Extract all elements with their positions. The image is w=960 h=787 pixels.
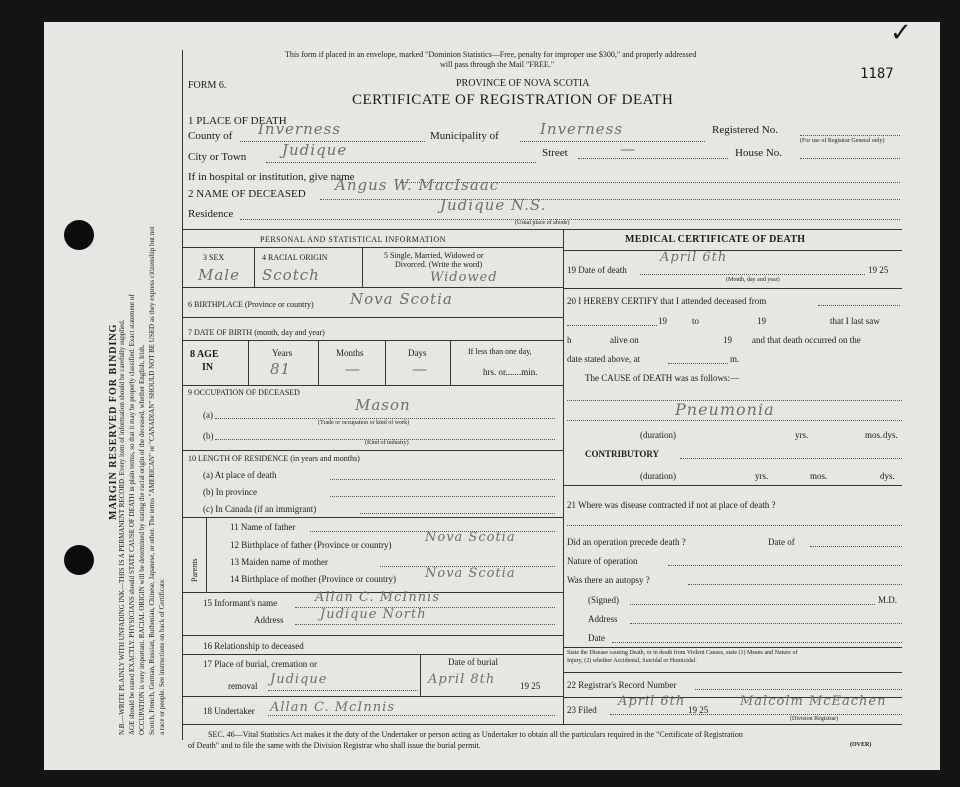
row-line <box>563 250 902 251</box>
burial-date-label: Date of burial <box>448 657 498 667</box>
street-label: Street <box>542 147 568 159</box>
duration-mos: mos. <box>810 471 828 481</box>
certify-to: to <box>692 316 700 326</box>
certify-field-line <box>567 325 657 326</box>
cause-value: Pneumonia <box>675 400 775 419</box>
margin-note-line: a race or people. See instructions on back of Certificate. <box>158 578 166 735</box>
residence-b-line <box>330 496 555 497</box>
municipality-label: Municipality of <box>430 130 499 142</box>
father-birthplace-label: 12 Birthplace of father (Province or country) <box>230 540 392 550</box>
less-than-day-label: If less than one day, <box>468 347 532 356</box>
section-border <box>182 229 902 230</box>
days-label: Days <box>408 348 427 358</box>
informant-address-line <box>295 624 555 625</box>
certify-field-line <box>818 305 900 306</box>
registered-label: Registered No. <box>712 124 778 136</box>
name-value: Angus W. MacIsaac <box>335 176 500 194</box>
hrs-label: hrs. or.......min. <box>483 367 538 377</box>
municipality-value: Inverness <box>540 120 624 138</box>
cell-line <box>420 654 421 696</box>
duration-label: (duration) <box>640 430 676 440</box>
cell-line <box>385 340 386 385</box>
medical-heading: MEDICAL CERTIFICATE OF DEATH <box>625 234 806 245</box>
cell-line <box>248 340 249 385</box>
filed-label: 23 Filed <box>567 705 597 715</box>
death-date-note: (Month, day and year) <box>726 277 780 283</box>
registered-field-line <box>800 135 900 136</box>
registrar-signature: Malcolm McEachen <box>740 694 887 709</box>
row-line <box>182 654 563 655</box>
relationship-label: 16 Relationship to deceased <box>203 641 304 651</box>
division-note: (Division Registrar) <box>790 716 839 722</box>
house-label: House No. <box>735 147 783 159</box>
racial-value: Scotch <box>262 266 320 284</box>
burial-label: 17 Place of burial, cremation or <box>203 659 317 669</box>
death-date-line <box>640 274 865 275</box>
hospital-label: If in hospital or institution, give name <box>188 171 355 183</box>
registrar-record-label: 22 Registrar's Record Number <box>567 680 677 690</box>
page-title: CERTIFICATE OF REGISTRATION OF DEATH <box>352 92 674 108</box>
md-label: M.D. <box>878 595 898 605</box>
row-line <box>182 635 563 636</box>
certify-date-stated: date stated above, at <box>567 354 640 364</box>
mother-birthplace-value: Nova Scotia <box>425 566 516 581</box>
row-line <box>182 247 563 248</box>
death-date-label: 19 Date of death <box>567 265 627 275</box>
occupation-a-value: Mason <box>355 396 411 414</box>
certify-line: 20 I HEREBY CERTIFY that I attended deceased from <box>567 296 767 306</box>
registered-note: (For use of Registrar General only) <box>800 138 885 144</box>
signed-label: (Signed) <box>588 595 619 605</box>
row-line <box>563 288 902 289</box>
residence-c-line <box>360 513 555 514</box>
months-label: Months <box>336 348 364 358</box>
birthplace-value: Nova Scotia <box>350 290 453 308</box>
row-line <box>563 647 902 648</box>
contributory-label: CONTRIBUTORY <box>585 449 660 459</box>
row-line <box>182 287 563 288</box>
row-line <box>563 672 902 673</box>
form-label: FORM 6. <box>188 80 227 91</box>
street-value: — <box>620 140 636 158</box>
undertaker-label: 18 Undertaker <box>203 706 255 716</box>
name-field-line <box>320 199 900 200</box>
row-line <box>182 340 563 341</box>
filed-year: 19 25 <box>688 705 709 715</box>
informant-label: 15 Informant's name <box>203 598 278 608</box>
row-line <box>182 696 563 697</box>
residence-a: (a) At place of death <box>203 470 277 480</box>
footer-text: SEC. 46—Vital Statistics Act makes it the duty of the Undertaker or person acting as Undertaker to obtain all the particulars required in the "Certificate of Registration <box>208 730 743 739</box>
certify-last-saw: that I last saw <box>830 316 880 326</box>
residence-value: Judique N.S. <box>440 196 547 214</box>
burial-date-value: April 8th <box>428 672 496 687</box>
contracted-line <box>567 525 902 526</box>
row-line <box>182 317 563 318</box>
age-label: 8 AGE <box>190 349 219 360</box>
burial-year: 19 25 <box>520 681 541 691</box>
province: PROVINCE OF NOVA SCOTIA <box>456 78 590 89</box>
occupation-b-note: (Kind of industry) <box>365 440 409 446</box>
mother-birthplace-label: 14 Birthplace of mother (Province or country) <box>230 574 396 584</box>
informant-value: Allan C. McInnis <box>315 590 441 605</box>
sex-label: 3 SEX <box>203 253 225 262</box>
margin-note-line: OCCUPATION is very important. RACIAL ORIGIN will be determined by stating the racial origin of the deceased, whether English, Irish, <box>138 344 146 735</box>
certify-alive: alive on <box>610 335 639 345</box>
operation-date-line <box>810 546 902 547</box>
residence-field-line <box>240 219 900 220</box>
med-date-line <box>612 642 902 643</box>
cause-line <box>567 420 902 421</box>
cell-line <box>318 340 319 385</box>
residence-label: Residence <box>188 208 234 220</box>
age-in-label: IN <box>202 362 214 373</box>
section-border <box>182 724 902 725</box>
violent-note: Injury, (2) whether Accidental, Suicidal or Homicidal. <box>567 658 697 664</box>
occupation-label: 9 OCCUPATION OF DECEASED <box>188 388 300 397</box>
death-date-value: April 6th <box>660 250 728 265</box>
registrar-record-line <box>695 689 902 690</box>
marital-label: Divorced. (Write the word) <box>395 260 483 269</box>
street-field-line <box>578 158 728 159</box>
city-field-line <box>266 162 536 163</box>
top-notice: This form if placed in an envelope, marked "Dominion Statistics—Free, penalty for improper use $300," and properly addressed <box>285 50 697 59</box>
residence-a-line <box>330 479 555 480</box>
check-mark: ✓ <box>890 18 912 48</box>
burial-label: removal <box>228 681 258 691</box>
row-line <box>182 385 563 386</box>
county-value: Inverness <box>258 120 342 138</box>
duration-yrs: yrs. <box>795 430 809 440</box>
nature-line <box>668 565 902 566</box>
autopsy-line <box>688 584 902 585</box>
autopsy-label: Was there an autopsy ? <box>567 575 650 585</box>
name-label: 2 NAME OF DECEASED <box>188 188 306 200</box>
residence-note: (Usual place of abode) <box>515 220 570 226</box>
footer-over: (OVER) <box>850 742 872 748</box>
burial-place-line <box>268 690 418 691</box>
contributory-line <box>680 458 902 459</box>
certify-year: 19 <box>658 316 667 326</box>
row-line <box>182 517 563 518</box>
column-divider <box>563 229 564 724</box>
margin-binding-label: MARGIN RESERVED FOR BINDING <box>108 323 119 520</box>
certify-field-line <box>668 363 728 364</box>
cell-line <box>206 517 207 592</box>
sex-value: Male <box>198 266 240 284</box>
row-line <box>182 450 563 451</box>
duration-yrs: yrs. <box>755 471 769 481</box>
top-notice: will pass through the Mail "FREE." <box>440 60 555 69</box>
operation-date-label: Date of <box>768 537 795 547</box>
duration-dys: dys. <box>880 471 895 481</box>
cell-line <box>450 340 451 385</box>
operation-label: Did an operation precede death ? <box>567 537 686 547</box>
med-address-label: Address <box>588 614 618 624</box>
father-name-label: 11 Name of father <box>230 522 296 532</box>
med-date-label: Date <box>588 633 605 643</box>
occupation-b: (b) <box>203 431 214 441</box>
undertaker-line <box>268 715 555 716</box>
frame-line <box>182 50 183 740</box>
residence-length-label: 10 LENGTH OF RESIDENCE (in years and months) <box>188 454 360 463</box>
duration-dys: dys. <box>883 430 898 440</box>
burial-place-value: Judique <box>270 672 328 687</box>
certify-occurred: and that death occurred on the <box>752 335 861 345</box>
med-address-line <box>630 623 902 624</box>
margin-note-line: N.B.—WRITE PLAINLY WITH UNFADING INK—THIS IS A PERMANENT RECORD. Every item of information should be carefully supplied. <box>118 319 126 735</box>
certify-m: m. <box>730 354 740 364</box>
margin-note-line: AGE should be stated EXACTLY. PHYSICIANS should STATE CAUSE OF DEATH in plain terms, so that it may be properly classified. Exact statement of <box>128 294 136 735</box>
undertaker-value: Allan C. McInnis <box>270 700 396 715</box>
occupation-a-line <box>215 418 555 419</box>
margin-note-line: Scotch, French, German, Russian, Ruthenian, Chinese, Japanese, or other. The terms "AMERICAN" or "CANADIAN" SHOULD NOT BE USED as they express citizenship but not <box>148 226 156 735</box>
residence-c: (c) In Canada (if an immigrant) <box>203 504 317 514</box>
parents-label: Parents <box>190 558 199 582</box>
residence-b: (b) In province <box>203 487 257 497</box>
mother-name-label: 13 Maiden name of mother <box>230 557 328 567</box>
days-value: — <box>412 360 428 378</box>
filed-date-value: April 6th <box>618 694 686 709</box>
informant-address-value: Judique North <box>320 607 427 622</box>
house-field-line <box>800 158 900 159</box>
informant-address-label: Address <box>254 615 284 625</box>
form-number: 1187 <box>860 66 894 82</box>
county-label: County of <box>188 130 233 142</box>
months-value: — <box>345 360 361 378</box>
marital-label: 5 Single, Married, Widowed or <box>384 251 484 260</box>
death-date-year: 19 25 <box>868 265 889 275</box>
racial-label: 4 RACIAL ORIGIN <box>262 253 328 262</box>
dob-label: 7 DATE OF BIRTH (month, day and year) <box>188 328 325 337</box>
years-label: Years <box>272 348 293 358</box>
cell-line <box>362 247 363 287</box>
certify-year: 19 <box>757 316 766 326</box>
municipality-field-line <box>520 141 705 142</box>
footer-text: of Death" and to file the same with the Division Registrar who shall issue the burial permit. <box>188 741 481 750</box>
certify-year: 19 <box>723 335 732 345</box>
nature-label: Nature of operation <box>567 556 638 566</box>
contracted-label: 21 Where was disease contracted if not at place of death ? <box>567 500 776 510</box>
personal-heading: PERSONAL AND STATISTICAL INFORMATION <box>260 235 446 244</box>
place-of-death-heading: 1 PLACE OF DEATH <box>188 115 287 127</box>
city-value: Judique <box>282 141 348 159</box>
cell-line <box>254 247 255 287</box>
violent-note: State the Disease causing Death, or in death from Violent Causes, state (1) Means and Nature of <box>567 650 798 656</box>
city-label: City or Town <box>188 151 247 163</box>
birthplace-label: 6 BIRTHPLACE (Province or country) <box>188 300 314 309</box>
binding-hole <box>64 545 94 575</box>
occupation-a: (a) <box>203 410 213 420</box>
duration-label: (duration) <box>640 471 676 481</box>
father-birthplace-value: Nova Scotia <box>425 530 516 545</box>
certify-h: h <box>567 335 572 345</box>
duration-mos: mos. <box>865 430 883 440</box>
years-value: 81 <box>270 360 292 378</box>
row-line <box>563 485 902 486</box>
cause-label: The CAUSE of DEATH was as follows:— <box>585 373 739 383</box>
filed-line <box>610 714 902 715</box>
signed-line <box>630 604 875 605</box>
occupation-a-note: (Trade or occupation or kind of work) <box>318 420 410 426</box>
binding-hole <box>64 220 94 250</box>
marital-value: Widowed <box>430 270 498 285</box>
